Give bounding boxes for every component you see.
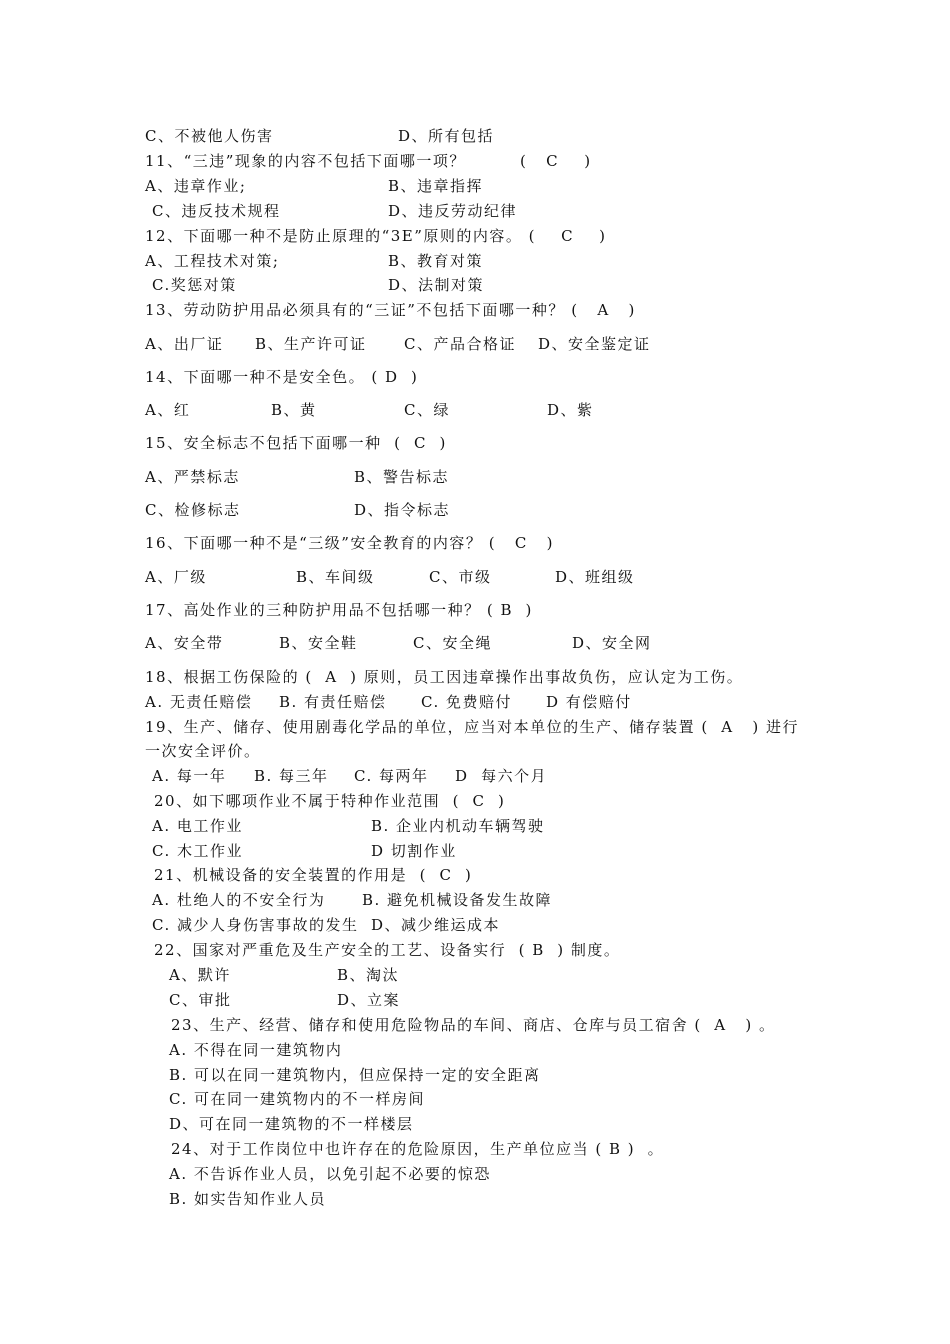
question-text: 17、高处作业的三种防护用品不包括哪一种？ ( B ) [145, 601, 533, 619]
question-text: 一次安全评价。 [145, 742, 261, 760]
option-text: C、市级 [429, 568, 492, 586]
question-text: 12、下面哪一种不是防止原理的“3E”原则的内容。 ( C ) [145, 227, 607, 245]
option-text: D、法制对策 [388, 276, 485, 294]
option-text: A. 电工作业 [152, 817, 243, 835]
question-text: 16、下面哪一种不是“三级”安全教育的内容？ ( C ) [145, 534, 554, 552]
option-text: B. 如实告知作业人员 [169, 1190, 327, 1208]
option-text: C、绿 [404, 401, 450, 419]
option-text: A、违章作业; [145, 177, 247, 195]
option-text: C. 免费赔付 [421, 693, 512, 711]
question-text: 11、“三违”现象的内容不包括下面哪一项？ [145, 152, 466, 170]
question-text: 19、生产、储存、使用剧毒化学品的单位，应当对本单位的生产、储存装置 ( A ) 进行 [145, 718, 800, 736]
question-text: 13、劳动防护用品必须具有的“三证”不包括下面哪一种？ ( A ) [145, 301, 636, 319]
option-text: D、所有包括 [398, 127, 495, 145]
option-text: D、立案 [337, 991, 401, 1009]
option-text: C、安全绳 [413, 634, 492, 652]
option-text: B. 避免机械设备发生故障 [362, 891, 553, 909]
option-text: D、违反劳动纪律 [388, 202, 518, 220]
option-text: A、严禁标志 [145, 468, 240, 486]
option-text: B. 企业内机动车辆驾驶 [371, 817, 545, 835]
option-text: C、审批 [169, 991, 232, 1009]
question-text: 20、如下哪项作业不属于特种作业范围 ( C ) [154, 792, 506, 810]
answer-text: ( C ) [520, 152, 592, 170]
question-text: 14、下面哪一种不是安全色。 ( D ) [145, 368, 419, 386]
option-text: C. 减少人身伤害事故的发生 [152, 916, 359, 934]
option-text: A. 不得在同一建筑物内 [169, 1041, 343, 1059]
question-text: 21、机械设备的安全装置的作用是 ( C ) [154, 866, 473, 884]
option-text: D、可在同一建筑物的不一样楼层 [169, 1115, 414, 1133]
option-text: D、班组级 [555, 568, 635, 586]
option-text: C、产品合格证 [404, 335, 516, 353]
option-text: B、安全鞋 [279, 634, 358, 652]
option-text: D 切割作业 [371, 842, 457, 860]
question-text: 24、对于工作岗位中也许存在的危险原因，生产单位应当 ( B ) 。 [171, 1140, 665, 1158]
option-text: B. 每三年 [254, 767, 329, 785]
option-text: D 有偿赔付 [546, 693, 632, 711]
option-text: B、生产许可证 [255, 335, 367, 353]
option-text: D、安全鉴定证 [538, 335, 651, 353]
option-text: D、安全网 [572, 634, 652, 652]
option-text: A. 杜绝人的不安全行为 [152, 891, 326, 909]
option-text: C. 木工作业 [152, 842, 243, 860]
option-text: D、减少维运成本 [371, 916, 501, 934]
option-text: B、淘汰 [337, 966, 400, 984]
question-text: 23、生产、经营、储存和使用危险物品的车间、商店、仓库与员工宿舍 ( A ) 。 [171, 1016, 776, 1034]
option-text: C. 可在同一建筑物内的不一样房间 [169, 1090, 425, 1108]
option-text: B、车间级 [296, 568, 375, 586]
option-text: D、紫 [547, 401, 594, 419]
option-text: A、红 [145, 401, 191, 419]
option-text: A、默许 [169, 966, 231, 984]
option-text: B. 可以在同一建筑物内，但应保持一定的安全距离 [169, 1066, 541, 1084]
option-text: C、检修标志 [145, 501, 241, 519]
option-text: B、警告标志 [354, 468, 450, 486]
option-text: C、不被他人伤害 [145, 127, 274, 145]
option-text: B、违章指挥 [388, 177, 484, 195]
option-text: A、工程技术对策; [145, 252, 280, 270]
option-text: A、出厂证 [145, 335, 224, 353]
option-text: B、教育对策 [388, 252, 484, 270]
option-text: C、违反技术规程 [152, 202, 281, 220]
question-text: 18、根据工伤保险的 ( A ) 原则，员工因违章操作出事故负伤，应认定为工伤。 [145, 668, 744, 686]
option-text: A. 每一年 [152, 767, 227, 785]
option-text: A、厂级 [145, 568, 207, 586]
option-text: A、安全带 [145, 634, 224, 652]
option-text: C.奖惩对策 [152, 276, 237, 294]
question-text: 15、安全标志不包括下面哪一种 ( C ) [145, 434, 447, 452]
option-text: D 每六个月 [455, 767, 548, 785]
question-text: 22、国家对严重危及生产安全的工艺、设备实行 ( B ) 制度。 [154, 941, 621, 959]
option-text: A. 不告诉作业人员，以免引起不必要的惊恐 [169, 1165, 491, 1183]
option-text: B. 有责任赔偿 [279, 693, 387, 711]
option-text: C. 每两年 [354, 767, 429, 785]
option-text: A. 无责任赔偿 [145, 693, 253, 711]
option-text: D、指令标志 [354, 501, 451, 519]
option-text: B、黄 [271, 401, 317, 419]
